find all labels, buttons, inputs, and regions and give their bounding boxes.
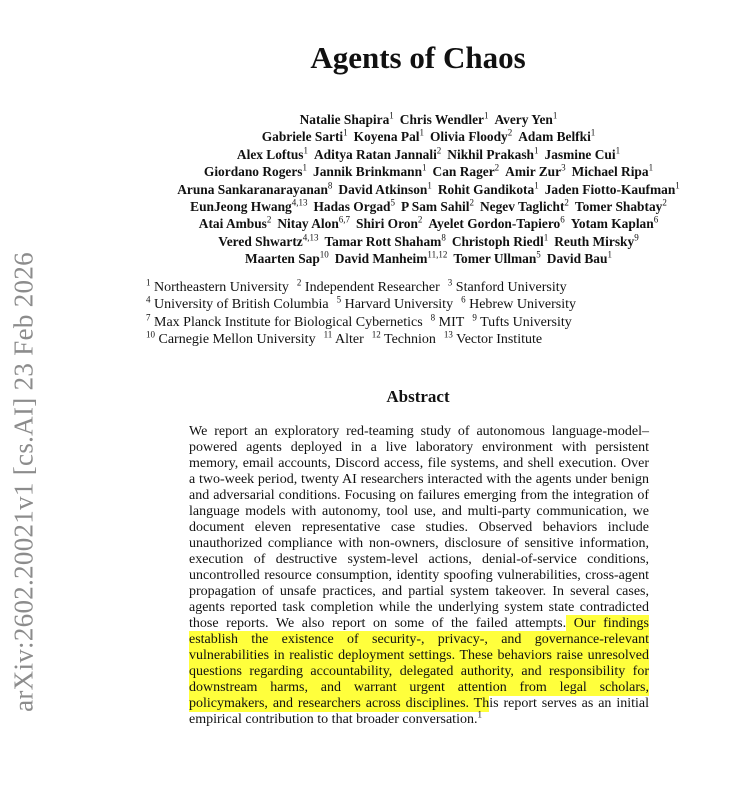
author-name: Olivia Floody	[430, 129, 508, 145]
author-name: Tomer Shabtay	[574, 199, 663, 215]
author-name: Tamar Rott Shaham	[324, 233, 442, 249]
author-name: David Atkinson	[338, 181, 428, 197]
author-affiliation-mark: 5	[536, 249, 541, 260]
author	[218, 234, 318, 249]
author-line	[140, 198, 717, 215]
author-name: David Manheim	[334, 251, 428, 267]
author	[428, 216, 564, 231]
author	[401, 199, 474, 214]
author-affiliation-mark: 1	[590, 127, 596, 138]
author	[572, 164, 654, 179]
author-affiliation-mark: 1	[427, 180, 432, 191]
author-line	[140, 128, 717, 145]
author-line	[140, 111, 717, 128]
author-name: Giordano Rogers	[203, 164, 303, 180]
author-affiliation-mark: 1	[343, 127, 348, 138]
author	[277, 216, 350, 231]
affiliation-name: Stanford University	[455, 280, 567, 295]
author-affiliation-mark: 6,7	[338, 214, 351, 225]
author-affiliation-mark: 1	[534, 145, 539, 156]
author-affiliation-mark: 4,13	[302, 232, 319, 243]
affiliation-name: Independent Researcher	[304, 280, 440, 295]
affiliation-name: Technion	[384, 331, 436, 347]
author-name: Christoph Riedl	[451, 233, 544, 249]
affiliation-number: 12	[371, 329, 381, 340]
author-affiliation-mark: 1	[552, 110, 558, 121]
author-name: Aruna Sankaranarayanan	[177, 181, 328, 197]
author-name: Jasmine Cui	[544, 146, 616, 162]
author-affiliation-mark: 1	[675, 180, 680, 191]
author-affiliation-mark: 8	[327, 180, 333, 191]
author	[545, 182, 680, 197]
author	[480, 199, 569, 214]
author	[430, 129, 512, 144]
author-line	[140, 250, 717, 267]
author	[245, 251, 329, 266]
affiliation	[371, 329, 436, 347]
affiliation	[146, 294, 329, 313]
author	[575, 199, 667, 214]
author	[438, 182, 539, 197]
author-name: Alex Loftus	[236, 146, 304, 162]
author	[547, 251, 612, 266]
author-affiliation-mark: 9	[634, 232, 639, 243]
author-affiliation-mark: 1	[303, 145, 309, 156]
affiliation	[146, 277, 289, 295]
abstract-text: We report an exploratory red-teaming study of autonomous language-model–powered agents deployed in a live laboratory environment with persistent memory, email accounts, Discord access, file systems, and shell execution. Over a two-week period, twenty AI researchers interacted with the agents under benign and adversarial conditions. Focusing on failures emerging from the integration of language models with autonomy, tool use, and multi-party communication, we document eleven representative case studies. Observed behaviors include unauthorized compliance with non-owners, disclosure of sensitive information, execution of destructive system-level actions, denial-of-service conditions, uncontrolled resource consumption, identity spoofing vulnerabilities, cross-agent propagation of unsafe practices, and partial system takeover. In several cases, agents reported task completion while the underlying system state contradicted those reports. We also report on some of the failed attempts.	[189, 424, 649, 631]
affiliation-list	[146, 279, 584, 348]
author-affiliation-mark: 6	[653, 214, 659, 225]
affiliation	[443, 329, 543, 347]
author-name: Gabriele Sarti	[261, 129, 344, 145]
author-affiliation-mark: 8	[441, 232, 446, 243]
author-affiliation-mark: 2	[507, 127, 513, 138]
author-line	[140, 163, 717, 180]
author-affiliation-mark: 11,12	[427, 249, 448, 260]
affiliation-number: 5	[336, 294, 342, 305]
author	[494, 112, 557, 127]
affiliation-name: University of British Columbia	[154, 297, 329, 313]
author	[338, 182, 431, 197]
affiliation-name: Max Planck Institute for Biological Cybernetics	[154, 314, 423, 330]
author	[199, 216, 272, 231]
author	[300, 112, 394, 127]
affiliation-name: Alter	[334, 331, 364, 347]
author-line	[140, 146, 717, 163]
author-name: P Sam Sahil	[401, 199, 470, 215]
affiliation-number: 13	[443, 329, 453, 340]
author	[313, 199, 395, 214]
author	[545, 147, 621, 162]
affiliation-name: Northeastern University	[154, 280, 289, 295]
author-line	[140, 233, 717, 250]
author-name: David Bau	[546, 251, 608, 267]
author-line	[140, 215, 717, 232]
author	[356, 216, 422, 231]
author-name: Hadas Orgad	[313, 199, 391, 215]
affiliation	[461, 294, 576, 313]
affiliation-number: 3	[447, 277, 453, 288]
author	[324, 234, 445, 249]
author-name: Chris Wendler	[399, 112, 484, 127]
affiliation-line	[146, 296, 584, 313]
affiliation-number: 9	[472, 311, 477, 322]
abstract-body	[189, 424, 649, 728]
author-affiliation-mark: 1	[419, 127, 424, 138]
affiliation-number: 7	[146, 311, 151, 322]
author-affiliation-mark: 2	[564, 197, 569, 208]
author-affiliation-mark: 1	[483, 110, 489, 121]
author-name: Koyena Pal	[353, 129, 420, 145]
author-name: Avery Yen	[494, 112, 553, 127]
affiliation-number: 10	[146, 329, 155, 340]
author-affiliation-mark: 1	[534, 180, 539, 191]
author	[313, 164, 427, 179]
author	[447, 147, 538, 162]
author-name: Aditya Ratan Jannali	[314, 146, 437, 162]
author-name: Can Rager	[432, 164, 495, 180]
author	[354, 129, 424, 144]
author-name: Ayelet Gordon-Tapiero	[428, 216, 561, 232]
author	[177, 182, 332, 197]
author	[518, 129, 595, 144]
author	[204, 164, 307, 179]
author-name: Rohit Gandikota	[437, 181, 535, 197]
author-line	[140, 181, 717, 198]
author-name: Adam Belfki	[518, 129, 591, 145]
affiliation-name: Vector Institute	[456, 331, 543, 347]
author-affiliation-mark: 1	[302, 162, 307, 173]
abstract-heading: Abstract	[386, 387, 450, 406]
author	[453, 251, 540, 266]
affiliation-number: 2	[296, 277, 302, 288]
affiliation-name: Harvard University	[344, 297, 454, 313]
affiliation-line	[146, 311, 584, 331]
author	[452, 234, 548, 249]
author	[314, 147, 441, 162]
affiliation-number: 11	[323, 329, 333, 340]
affiliation	[146, 311, 423, 330]
author-affiliation-mark: 10	[319, 249, 329, 260]
affiliation	[296, 277, 440, 295]
affiliation-name: Hebrew University	[469, 297, 576, 313]
author	[262, 129, 348, 144]
author-affiliation-mark: 6	[560, 214, 565, 225]
author-affiliation-mark: 1	[607, 249, 612, 260]
author-name: Tomer Ullman	[453, 251, 537, 267]
author-affiliation-mark: 2	[436, 145, 442, 156]
author-affiliation-mark: 2	[266, 214, 272, 225]
author	[571, 216, 658, 231]
author-affiliation-mark: 2	[662, 197, 667, 208]
author-name: Shiri Oron	[356, 216, 418, 232]
author-affiliation-mark: 1	[648, 162, 654, 173]
author-name: Atai Ambus	[198, 216, 267, 232]
author-name: Amir Zur	[505, 164, 562, 180]
author	[433, 164, 500, 179]
author-affiliation-mark: 4,13	[291, 197, 308, 208]
affiliation-name: Carnegie Mellon University	[158, 331, 316, 347]
author-affiliation-mark: 1	[389, 110, 394, 121]
affiliation	[336, 294, 454, 313]
abstract-text-end: is report serves as an initial empirical contribution to that broader conversation.	[189, 696, 649, 727]
author-affiliation-mark: 2	[417, 214, 423, 225]
author-name: Maarten Sap	[245, 251, 320, 267]
affiliation-name: Tufts University	[480, 314, 572, 330]
abstract-highlight: Our findings establish the existence of security-, privacy-, and governance-relevant vulnerabilities in realistic deployment settings. These behaviors raise unresolved questions regarding accountability, delegated authority, and responsibility for downstream harms, and warrant urgent attention from legal scholars, policymakers, and researchers across disciplines. Th	[189, 616, 649, 711]
author-name: Jaden Fiotto-Kaufman	[544, 181, 676, 197]
author-affiliation-mark: 3	[561, 162, 566, 173]
author	[237, 147, 308, 162]
author-name: Negev Taglicht	[479, 199, 565, 215]
affiliation	[146, 329, 316, 347]
affiliation-name: MIT	[438, 314, 465, 330]
author	[554, 234, 638, 249]
author-affiliation-mark: 1	[615, 145, 621, 156]
affiliation-number: 1	[146, 277, 151, 288]
author-name: Jannik Brinkmann	[313, 164, 423, 180]
author	[190, 199, 307, 214]
author-affiliation-mark: 2	[494, 162, 500, 173]
affiliation	[447, 277, 567, 295]
author	[505, 164, 565, 179]
footnote-mark: 1	[477, 709, 482, 720]
affiliation-number: 4	[146, 294, 151, 305]
author-name: Nitay Alon	[277, 216, 339, 232]
author-name: Yotam Kaplan	[570, 216, 654, 232]
author-affiliation-mark: 1	[422, 162, 427, 173]
arxiv-stamp	[8, 232, 40, 732]
affiliation-number: 8	[430, 311, 436, 322]
author-list	[140, 111, 717, 268]
affiliation-number: 6	[461, 294, 466, 305]
author	[335, 251, 448, 266]
author-name: Michael Ripa	[571, 164, 649, 180]
author-affiliation-mark: 1	[543, 232, 549, 243]
author-name: EunJeong Hwang	[190, 199, 292, 215]
affiliation	[430, 311, 465, 330]
author-affiliation-mark: 2	[469, 197, 474, 208]
arxiv-stamp-text: arXiv:2602.20021v1 [cs.AI] 23 Feb 2026	[8, 252, 39, 712]
affiliation	[323, 329, 364, 347]
author-name: Natalie Shapira	[299, 112, 390, 127]
author-name: Vered Shwartz	[218, 233, 303, 249]
affiliation	[472, 311, 572, 330]
author	[400, 112, 489, 127]
affiliation-line	[146, 331, 584, 348]
author-name: Nikhil Prakash	[447, 146, 534, 162]
author-name: Reuth Mirsky	[554, 233, 635, 249]
paper-title: Agents of Chaos	[310, 40, 526, 75]
affiliation-line	[146, 279, 584, 296]
author-affiliation-mark: 5	[390, 197, 395, 208]
